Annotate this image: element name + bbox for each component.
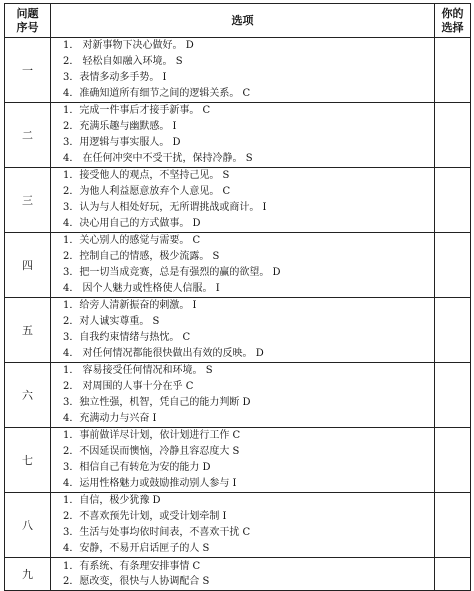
option-item: 1．事前做详尽计划，依计划进行工作 C	[63, 430, 241, 441]
question-number: 一	[5, 38, 51, 103]
option-item: 3．相信自己有转危为安的能力 D	[63, 462, 211, 473]
option-item: 1．有系统、有条理安排事情 C	[63, 560, 201, 572]
option-item: 1． 容易接受任何情况和环境。 S	[63, 365, 213, 376]
questionnaire-table	[4, 3, 471, 591]
question-row	[5, 558, 471, 591]
option-item: 4．准确知道所有细节之间的逻辑关系。 C	[63, 88, 251, 99]
option-item: 4．运用性格魅力或鼓励推动别人参与 I	[63, 478, 237, 489]
question-row	[5, 103, 471, 168]
option-item: 1．自信，极少犹豫 D	[63, 495, 161, 506]
option-item: 2． 轻松自如融入环境。 S	[63, 56, 183, 67]
option-item: 4．充满动力与兴奋 I	[63, 413, 157, 424]
question-number: 五	[5, 298, 51, 363]
header-number-line1: 问题	[16, 6, 39, 20]
choice-cell[interactable]	[435, 103, 471, 168]
option-item: 1． 对新事物下决心做好。 D	[63, 40, 194, 51]
option-item: 4． 在任何冲突中不受干扰，保持冷静。 S	[63, 153, 253, 164]
option-item: 2．不喜欢预先计划，或受计划牵制 I	[63, 511, 227, 522]
question-row	[5, 38, 471, 103]
question-row	[5, 233, 471, 298]
header-choice-line2: 选择	[441, 20, 464, 34]
question-number: 九	[5, 558, 51, 591]
option-item: 1．完成一件事后才接手新事。 C	[63, 105, 211, 116]
option-item: 2．为他人利益愿意放弃个人意见。 C	[63, 186, 231, 197]
option-list	[51, 558, 435, 591]
option-item: 2．愿改变，很快与人协调配合 S	[63, 576, 210, 587]
header-row	[5, 4, 471, 38]
header-choice-line1: 你的	[441, 6, 464, 20]
option-list	[51, 493, 435, 558]
option-item: 3．独立性强，机智，凭自己的能力判断 D	[63, 397, 251, 408]
question-row	[5, 298, 471, 363]
question-number: 八	[5, 493, 51, 558]
option-item: 2．对人诚实尊重。 S	[63, 316, 160, 327]
option-item: 1．关心别人的感觉与需要。 C	[63, 235, 201, 246]
question-number: 二	[5, 103, 51, 168]
choice-cell[interactable]	[435, 493, 471, 558]
choice-cell[interactable]	[435, 38, 471, 103]
option-item: 2． 对周围的人事十分在乎 C	[63, 381, 194, 392]
option-item: 4．安静，不易开启话匣子的人 S	[63, 543, 210, 554]
option-item: 2．控制自己的情感，极少流露。 S	[63, 251, 220, 262]
question-row	[5, 428, 471, 493]
question-row	[5, 493, 471, 558]
question-number: 六	[5, 363, 51, 428]
choice-cell[interactable]	[435, 363, 471, 428]
option-list	[51, 298, 435, 363]
choice-cell[interactable]	[435, 558, 471, 591]
option-item: 3．用逻辑与事实服人。 D	[63, 137, 181, 148]
question-row	[5, 168, 471, 233]
option-item: 3．自我约束情绪与热忱。 C	[63, 332, 191, 343]
option-item: 4． 对任何情况都能很快做出有效的反映。 D	[63, 348, 264, 359]
question-number: 三	[5, 168, 51, 233]
option-item: 3．生活与处事均依时间表，不喜欢干扰 C	[63, 527, 251, 538]
option-list	[51, 428, 435, 493]
option-list	[51, 363, 435, 428]
option-item: 3．把一切当成竞赛，总是有强烈的赢的欲望。 D	[63, 267, 281, 278]
question-number: 四	[5, 233, 51, 298]
question-row	[5, 363, 471, 428]
header-your-choice	[435, 4, 471, 38]
option-item: 3．认为与人相处好玩，无所谓挑战或商计。 I	[63, 202, 267, 213]
option-item: 3．表情多动多手势。 I	[63, 72, 167, 83]
option-list	[51, 103, 435, 168]
option-list	[51, 38, 435, 103]
header-number-line2: 序号	[16, 20, 39, 34]
header-options: 选项	[51, 4, 435, 38]
option-item: 2．充满乐趣与幽默感。 I	[63, 121, 177, 132]
choice-cell[interactable]	[435, 298, 471, 363]
choice-cell[interactable]	[435, 168, 471, 233]
choice-cell[interactable]	[435, 233, 471, 298]
question-number: 七	[5, 428, 51, 493]
header-question-number	[5, 4, 51, 38]
option-list	[51, 168, 435, 233]
option-item: 2．不因延误而懊恼，冷静且容忍度大 S	[63, 446, 240, 457]
option-item: 1．给旁人清新振奋的刺激。 I	[63, 300, 197, 311]
choice-cell[interactable]	[435, 428, 471, 493]
option-item: 1．接受他人的观点，不坚持己见。 S	[63, 170, 230, 181]
option-list	[51, 233, 435, 298]
option-item: 4． 因个人魅力或性格使人信服。 I	[63, 283, 220, 294]
option-item: 4．决心用自己的方式做事。 D	[63, 218, 201, 229]
